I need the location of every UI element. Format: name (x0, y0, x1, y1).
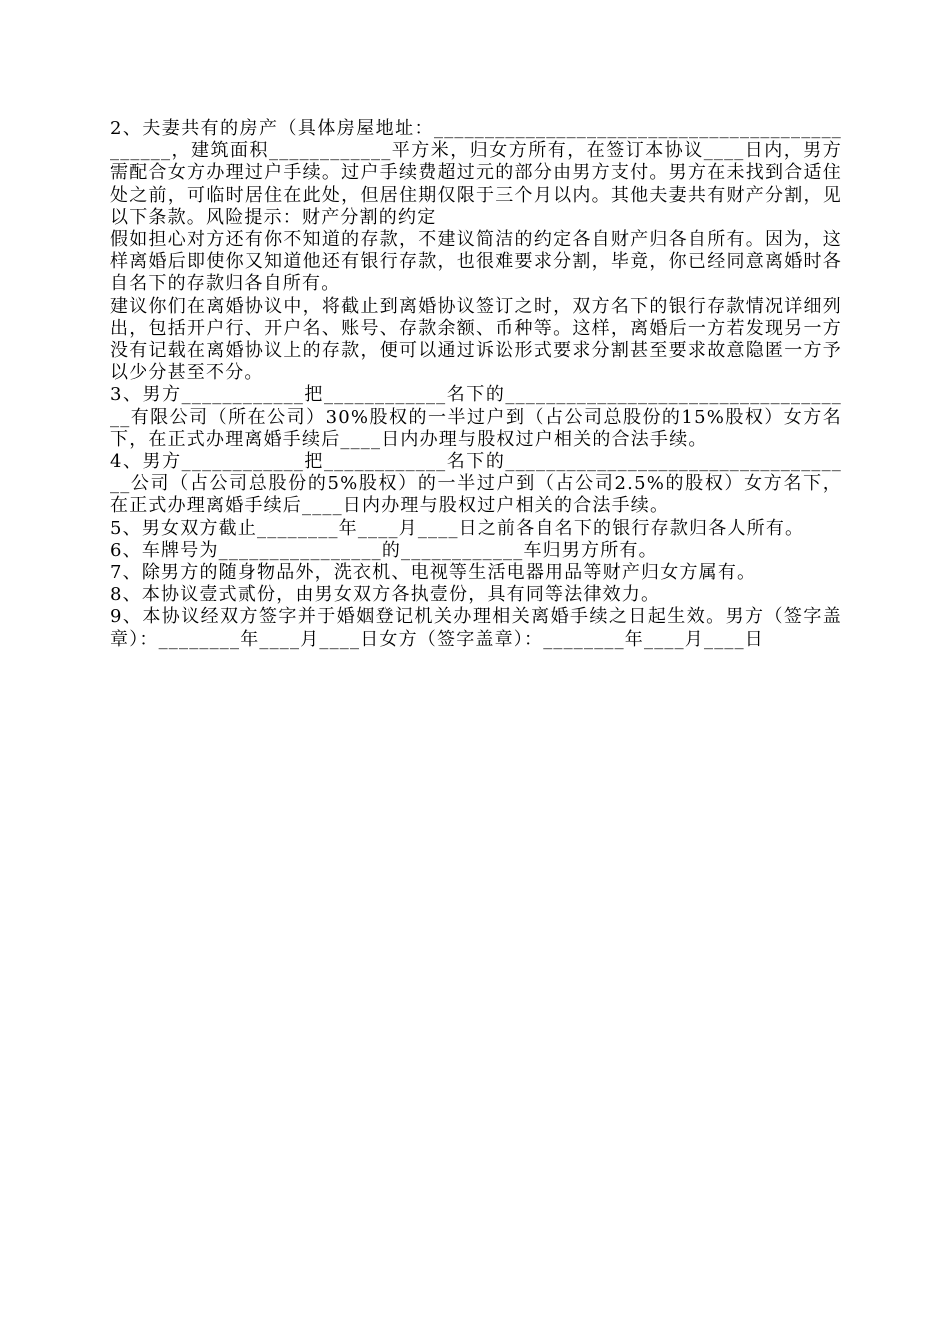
clause-5-bank-deposits: 5、男女双方截止________年____月____日之前各自名下的银行存款归各人所有。 (110, 517, 805, 539)
clause-7-belongings: 7、除男方的随身物品外，洗衣机、电视等生活电器用品等财产归女方属有。 (110, 562, 757, 584)
clause-8-copies: 8、本协议壹式贰份，由男女双方各执壹份，具有同等法律效力。 (110, 584, 661, 606)
document-body (110, 118, 842, 651)
risk-note-deposits: 假如担心对方还有你不知道的存款，不建议简洁的约定各自财产归各自所有。因为，这样离婚后即使你又知道他还有银行存款，也很难要求分割，毕竟，你已经同意离婚时各自名下的存款归各自所有。 (110, 229, 842, 295)
clause-9-effective-signatures: 9、本协议经双方签字并于婚姻登记机关办理相关离婚手续之日起生效。男方（签字盖章）：________年____月____日女方（签字盖章）：________年____月____日 (110, 606, 842, 650)
clause-4-equity: 4、男方____________把____________名下的___________________________________公司（占公司总股份的5%股权）的一半过户到（占公司2.5%的股权）女方名下，在正式办理离婚手续后____日内办理与股权过户相关的合法手续。 (110, 451, 842, 517)
clause-6-vehicle: 6、车牌号为________________的____________车归男方所有。 (110, 539, 658, 561)
clause-2-property: 2、夫妻共有的房产（具体房屋地址：______________________________________________，建筑面积____________平方米，归女方所有，在签订本协议____日内，男方需配合女方办理过户手续。过户手续费超过元的部分由男方支付。男方在未找到合适住处之前，可临时居住在此处，但居住期仅限于三个月以内。其他夫妻共有财产分割，见以下条款。风险提示：财产分割的约定 (110, 118, 842, 228)
risk-note-suggestion: 建议你们在离婚协议中，将截止到离婚协议签订之时，双方名下的银行存款情况详细列出，包括开户行、开户名、账号、存款余额、币种等。这样，离婚后一方若发现另一方没有记载在离婚协议上的存款，便可以通过诉讼形式要求分割甚至要求故意隐匿一方予以少分甚至不分。 (110, 295, 842, 384)
clause-3-equity: 3、男方____________把____________名下的___________________________________有限公司（所在公司）30%股权的一半过户到（占公司总股份的15%股权）女方名下，在正式办理离婚手续后____日内办理与股权过户相关的合法手续。 (110, 384, 842, 450)
